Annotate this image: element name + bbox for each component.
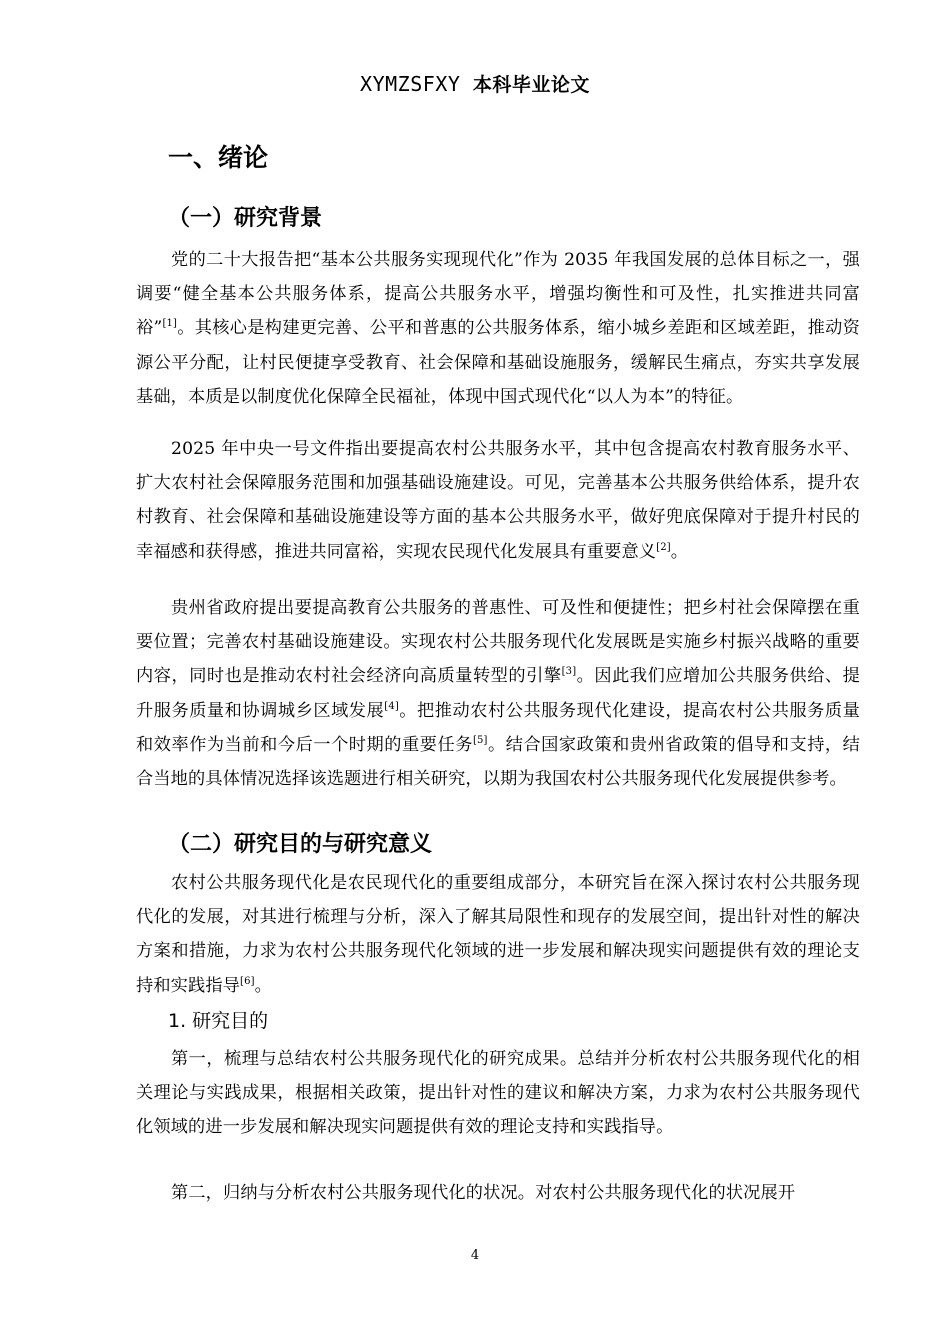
paragraph-1-text-cont: 。其核心是构建更完善、公平和普惠的公共服务体系，缩小城乡差距和区域差距，推动资源公平分配，让村民便捷享受教育、社会保障和基础设施服务，缓解民生痛点，夯实共享发展基础，本质是以制度优化保障全民福祉，体现中国式现代化“以人为本”的特征。: [136, 318, 860, 407]
paragraph-6-text: 第二，归纳与分析农村公共服务现代化的状况。对农村公共服务现代化的状况展开: [171, 1183, 796, 1203]
section-heading-background: （一）研究背景: [168, 206, 323, 231]
paragraph-2: [136, 432, 860, 569]
citation-6: [6]: [240, 975, 255, 987]
paragraph-2-text: 2025 年中央一号文件指出要提高农村公共服务水平，其中包含提高农村教育服务水平、扩大农村社会保障服务范围和加强基础设施建设。可见，完善基本公共服务供给体系，提升农村教育、社会保障和基础设施建设等方面的基本公共服务水平，做好兜底保障对于提升村民的幸福感和获得感，推进共同富裕，实现农民现代化发展具有重要意义: [136, 439, 860, 562]
citation-2: [2]: [656, 541, 671, 553]
paragraph-2-text-cont: 。: [670, 541, 689, 562]
paragraph-3-text: 贵州省政府提出要提高教育公共服务的普惠性、可及性和便捷性；把乡村社会保障摆在重要位置；完善农村基础设施建设。实现农村公共服务现代化发展既是实施乡村振兴战略的重要内容，同时也是推动农村社会经济向高质量转型的引擎: [136, 598, 860, 687]
citation-5: [5]: [472, 734, 488, 746]
page-number: 4: [470, 1248, 480, 1263]
paragraph-3-text-d: 。结合国家政策和贵州省政策的倡导和支持，结合当地的具体情况选择该选题进行相关研究，以期为我国农村公共服务现代化发展提供参考。: [136, 734, 860, 790]
header-title: 本科毕业论文: [472, 74, 590, 96]
paragraph-3-text-b: 。因此我们应增加公共服务供给、提升服务质量和协调城乡区域发展: [136, 666, 860, 721]
paragraph-6: [136, 1176, 860, 1210]
paragraph-4-text-cont: 。: [254, 975, 272, 996]
citation-4: [4]: [384, 700, 399, 712]
paragraph-4-text: 农村公共服务现代化是农民现代化的重要组成部分，本研究旨在深入探讨农村公共服务现代化的发展，对其进行梳理与分析，深入了解其局限性和现存的发展空间，提出针对性的解决方案和措施，力求为农村公共服务现代化领域的进一步发展和解决现实问题提供有效的理论支持和实践指导: [136, 873, 860, 996]
citation-3: [3]: [561, 666, 577, 678]
subsection-heading-purpose: 1. 研究目的: [168, 1010, 269, 1032]
paragraph-3-text-c: 。把推动农村公共服务现代化建设，提高农村公共服务质量和效率作为当前和今后一个时期的重要任务: [136, 700, 860, 755]
chapter-heading: 一、绪论: [168, 143, 269, 172]
paragraph-1: [136, 243, 860, 414]
paragraph-1-text: 党的二十大报告把“基本公共服务实现现代化”作为 2035 年我国发展的总体目标之一，强调要“健全基本公共服务体系，提高公共服务水平，增强均衡性和可及性，扎实推进共同富裕”: [136, 250, 860, 339]
running-header: [0, 70, 950, 97]
section-heading-purpose: （二）研究目的与研究意义: [168, 832, 433, 857]
paragraph-5: [136, 1042, 860, 1145]
header-latin: XYMZSFXY: [360, 72, 461, 96]
citation-1: [1]: [162, 318, 178, 330]
paragraph-3: [136, 591, 860, 796]
paragraph-4: [136, 866, 860, 1003]
paragraph-5-text: 第一，梳理与总结农村公共服务现代化的研究成果。总结并分析农村公共服务现代化的相关理论与实践成果，根据相关政策，提出针对性的建议和解决方案，力求为农村公共服务现代化领域的进一步发展和解决现实问题提供有效的理论支持和实践指导。: [136, 1049, 860, 1138]
